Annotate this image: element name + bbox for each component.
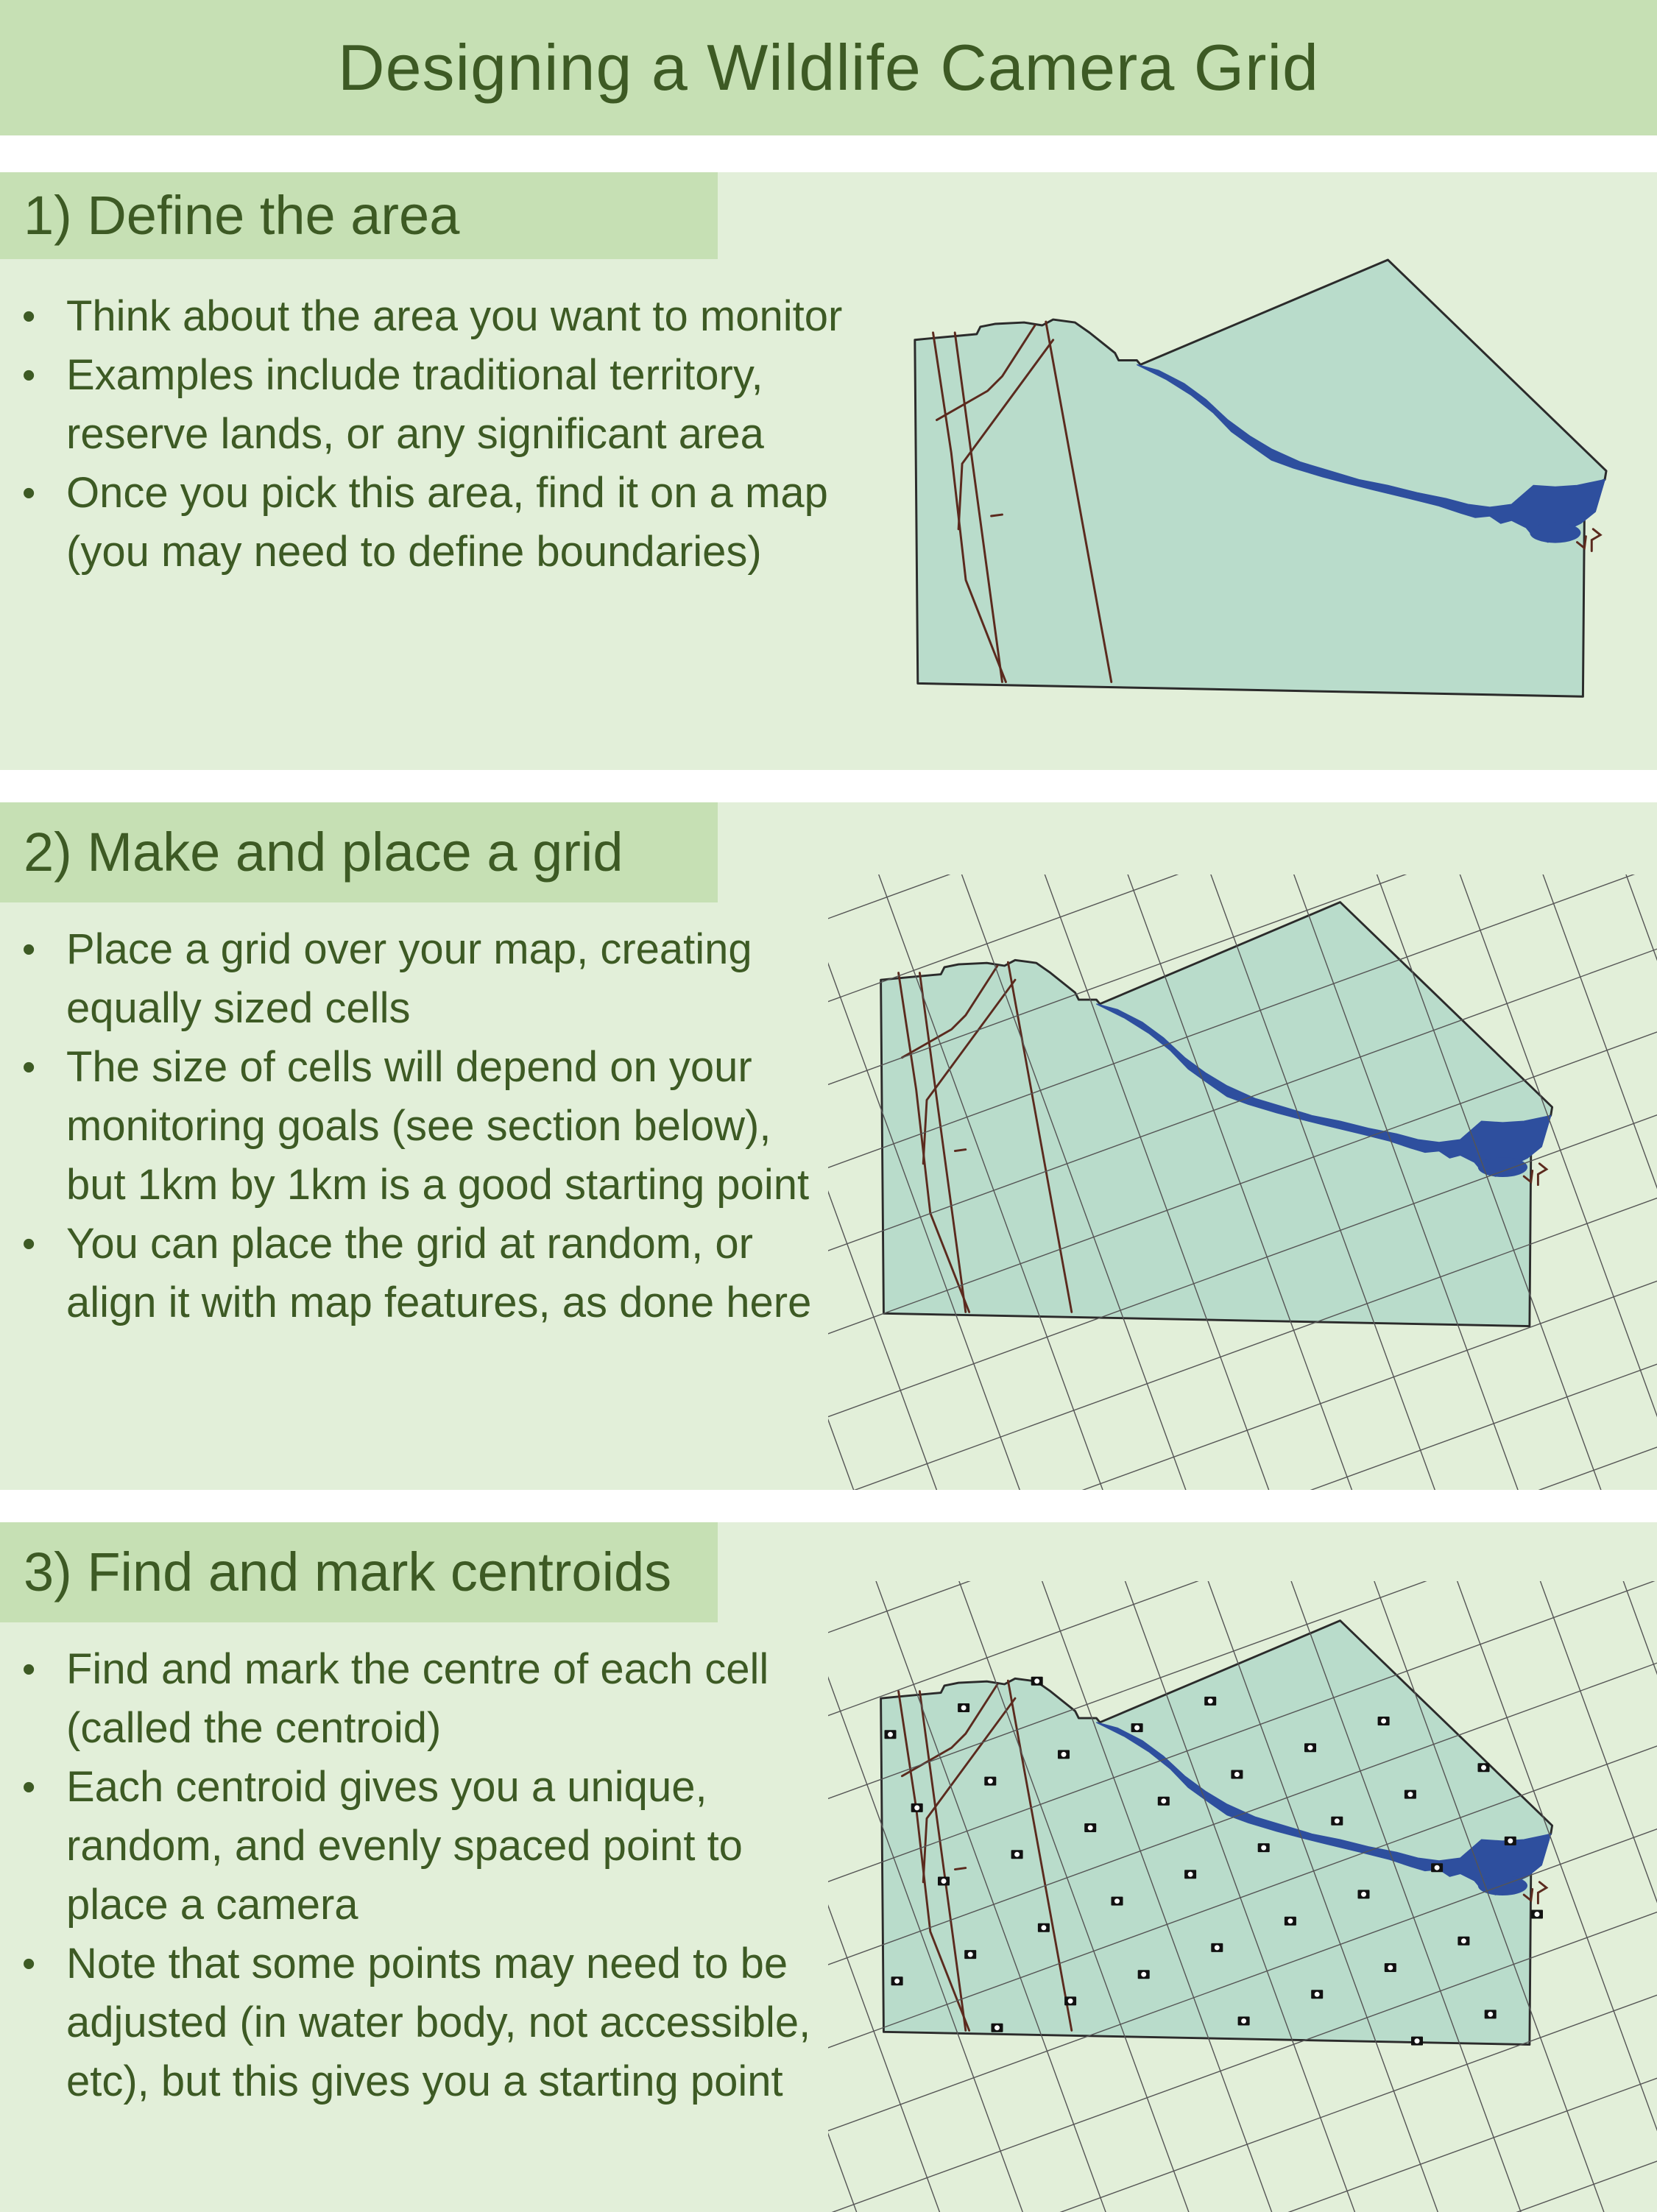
grid-line: [1548, 1581, 1657, 2212]
camera-marker-icon: [1405, 1790, 1416, 1799]
camera-marker-icon: [1385, 1963, 1396, 1972]
camera-marker-icon: [1378, 1717, 1390, 1725]
camera-marker-icon: [1211, 1943, 1223, 1952]
grid-line: [828, 874, 1657, 876]
bullet-item: • Think about the area you want to monitor: [22, 287, 854, 346]
camera-marker-icon: [1431, 1863, 1443, 1872]
bullet-item: • Each centroid gives you a unique, random, and evenly spaced point to place a camera: [22, 1758, 824, 1934]
lake: [1478, 1157, 1527, 1177]
page-title: Designing a Wildlife Camera Grid: [0, 0, 1657, 135]
road-line: [1591, 529, 1600, 551]
bullet-item: • Place a grid over your map, creating equally sized cells: [22, 920, 817, 1038]
bullet-item: • The size of cells will depend on your monitoring goals (see section below), but 1km by 1km is a good starting point: [22, 1038, 817, 1215]
camera-marker-icon: [1131, 1723, 1143, 1732]
camera-marker-icon: [1058, 1750, 1070, 1759]
section-heading: 3) Find and mark centroids: [0, 1522, 718, 1622]
bullet-item: • Find and mark the centre of each cell (called the centroid): [22, 1640, 824, 1758]
grid-line: [828, 2132, 1657, 2212]
centroid-map: [828, 1581, 1657, 2212]
camera-marker-icon: [1285, 1917, 1296, 1926]
road-line: [955, 1868, 965, 1870]
camera-marker-icon: [1112, 1897, 1123, 1906]
camera-marker-icon: [1311, 1990, 1323, 1999]
grid-line: [828, 1581, 860, 2212]
section-define-area: [0, 172, 1657, 770]
camera-marker-icon: [1238, 2017, 1250, 2026]
section-heading: 2) Make and place a grid: [0, 802, 718, 902]
grid-line: [1621, 1581, 1657, 2212]
camera-marker-icon: [1304, 1743, 1316, 1752]
camera-marker-icon: [1064, 1996, 1076, 2005]
section-make-grid: [0, 802, 1657, 1490]
camera-marker-icon: [1031, 1677, 1043, 1686]
camera-marker-icon: [1411, 2037, 1423, 2046]
section-centroids: [0, 1522, 1657, 2212]
grid-line: [828, 874, 1657, 950]
camera-marker-icon: [1084, 1823, 1096, 1832]
bullet-list: [22, 287, 854, 582]
lake: [1530, 523, 1580, 543]
camera-marker-icon: [1011, 1850, 1023, 1859]
camera-marker-icon: [1485, 2010, 1497, 2018]
bullet-list: [22, 1640, 824, 2111]
camera-marker-icon: [992, 2024, 1003, 2032]
bullet-item: • Note that some points may need to be adjusted (in water body, not accessible, etc), but this gives you a starting point: [22, 1934, 824, 2111]
camera-marker-icon: [1138, 1970, 1150, 1979]
camera-marker-icon: [1258, 1843, 1270, 1852]
bullet-item: • Examples include traditional territory, reserve lands, or any significant area: [22, 346, 854, 464]
bullet-item: • Once you pick this area, find it on a map (you may need to define boundaries): [22, 464, 854, 582]
camera-marker-icon: [1531, 1910, 1543, 1919]
road-line: [992, 515, 1003, 516]
bullet-list: [22, 920, 817, 1332]
road-line: [955, 1150, 965, 1151]
grid-line: [828, 874, 860, 1490]
area-map: [898, 224, 1657, 732]
land-boundary: [881, 902, 1552, 1326]
grid-line: [828, 1581, 1657, 1664]
grid-line: [828, 1581, 1657, 1590]
bullet-item: • You can place the grid at random, or align it with map features, as done here: [22, 1215, 817, 1332]
camera-marker-icon: [1358, 1890, 1370, 1898]
camera-marker-icon: [1331, 1817, 1343, 1826]
camera-marker-icon: [964, 1950, 976, 1959]
grid-line: [1621, 874, 1657, 1490]
grid-line: [828, 1418, 1657, 1490]
road-line: [1538, 1164, 1547, 1185]
camera-marker-icon: [911, 1803, 923, 1812]
camera-marker-icon: [885, 1730, 897, 1739]
camera-marker-icon: [1184, 1870, 1196, 1879]
land-boundary: [915, 260, 1606, 696]
camera-marker-icon: [1458, 1937, 1469, 1946]
gridded-map: [828, 874, 1657, 1490]
camera-marker-icon: [1478, 1763, 1490, 1772]
camera-marker-icon: [1505, 1837, 1516, 1845]
camera-marker-icon: [938, 1877, 950, 1886]
road-line: [1538, 1882, 1547, 1904]
camera-marker-icon: [1158, 1797, 1170, 1806]
camera-marker-icon: [891, 1976, 903, 1985]
camera-marker-icon: [1204, 1697, 1216, 1706]
camera-marker-icon: [1231, 1770, 1243, 1779]
grid-line: [828, 2058, 1657, 2212]
camera-marker-icon: [984, 1777, 996, 1786]
camera-marker-icon: [1038, 1923, 1050, 1932]
section-heading: 1) Define the area: [0, 172, 718, 259]
camera-marker-icon: [958, 1703, 969, 1712]
